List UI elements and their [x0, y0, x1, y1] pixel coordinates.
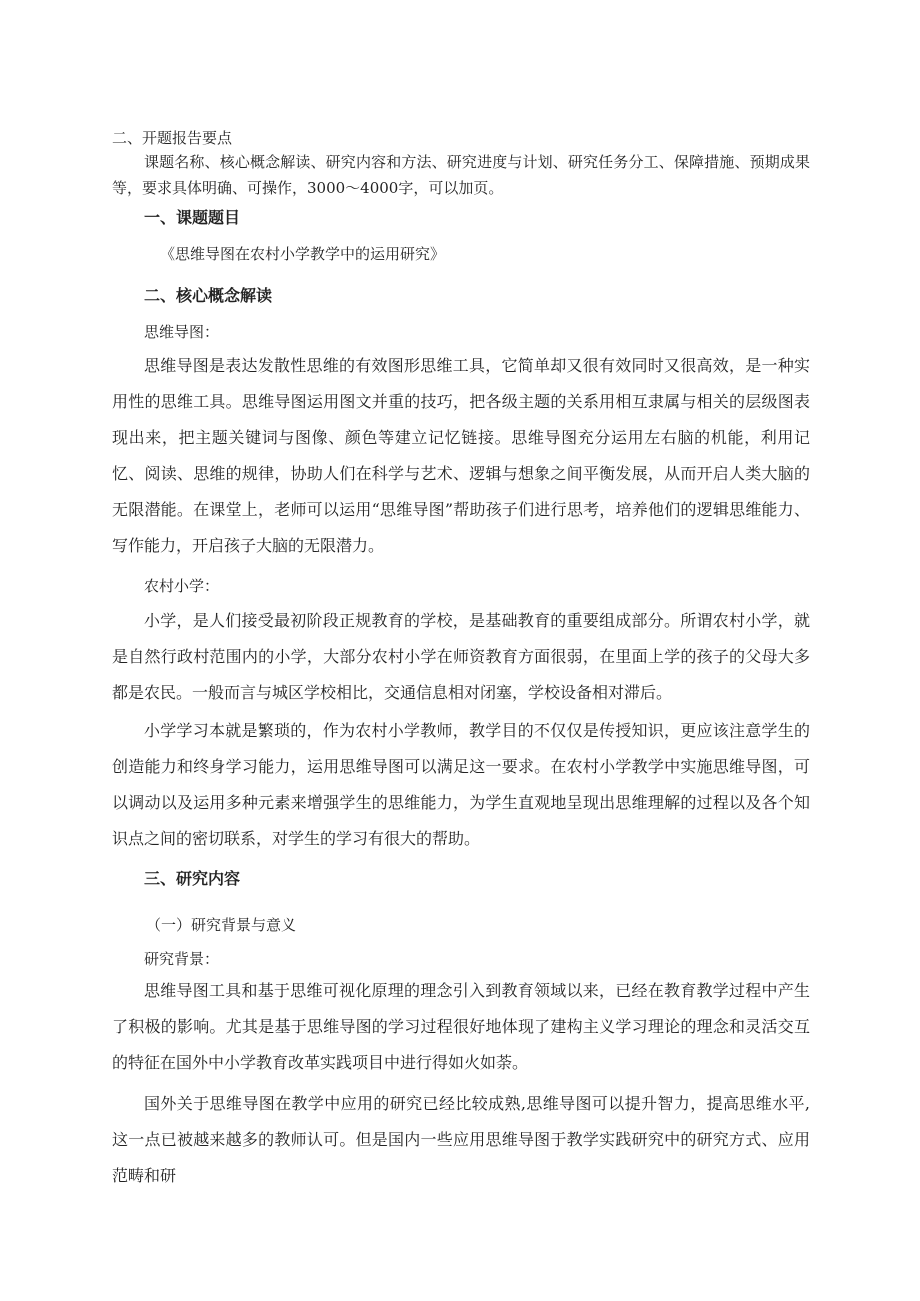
- rural-paragraph-2: 小学学习本就是繁琐的，作为农村小学教师，教学目的不仅仅是传授知识，更应该注意学生的创造能力和终身学习能力，运用思维导图可以满足这一要求。在农村小学教学中实施思维导图，可以调动以及运用多种元素来增强学生的思维能力，为学生直观地呈现出思维理解的过程以及各个知识点之间的密切联系，对学生的学习有很大的帮助。: [112, 721, 810, 848]
- background-paragraph-1: 思维导图工具和基于思维可视化原理的理念引入到教育领域以来，已经在教育教学过程中产生了积极的影响。尤其是基于思维导图的学习过程很好地体现了建构主义学习理论的理念和灵活交互的特征在国外中小学教育改革实践项目中进行得如火如荼。: [112, 981, 810, 1072]
- topic-heading: 一、课题题目: [144, 208, 241, 227]
- intro-paragraph: 课题名称、核心概念解读、研究内容和方法、研究进度与计划、研究任务分工、保障措施、预期成果等，要求具体明确、可操作，3000～4000字，可以加页。: [112, 153, 810, 197]
- research-heading: 三、研究内容: [144, 869, 241, 888]
- rural-paragraph-1: 小学，是人们接受最初阶段正规教育的学校，是基础教育的重要组成部分。所谓农村小学，就是自然行政村范围内的小学，大部分农村小学在师资教育方面很弱，在里面上学的孩子的父母大多都是农民。一般而言与城区学校相比，交通信息相对闭塞，学校设备相对滞后。: [112, 611, 810, 702]
- section-label: 二、开题报告要点: [112, 129, 233, 147]
- background-label: 研究背景：: [144, 950, 220, 968]
- topic-title: 《思维导图在农村小学教学中的运用研究》: [160, 245, 446, 263]
- mindmap-label: 思维导图：: [144, 323, 220, 341]
- research-subheading: （一）研究背景与意义: [146, 916, 297, 934]
- rural-label: 农村小学：: [144, 577, 220, 595]
- concepts-heading: 二、核心概念解读: [144, 286, 273, 305]
- mindmap-paragraph: 思维导图是表达发散性思维的有效图形思维工具，它简单却又很有效同时又很高效，是一种实用性的思维工具。思维导图运用图文并重的技巧，把各级主题的关系用相互隶属与相关的层级图表现出来，把主题关键词与图像、颜色等建立记忆链接。思维导图充分运用左右脑的机能，利用记忆、阅读、思维的规律，协助人们在科学与艺术、逻辑与想象之间平衡发展，从而开启人类大脑的无限潜能。在课堂上，老师可以运用“思维导图”帮助孩子们进行思考，培养他们的逻辑思维能力、写作能力，开启孩子大脑的无限潜力。: [112, 356, 810, 555]
- background-paragraph-2: 国外关于思维导图在教学中应用的研究已经比较成熟,思维导图可以提升智力，提高思维水平,这一点已被越来越多的教师认可。但是国内一些应用思维导图于教学实践研究中的研究方式、应用范畴和研: [112, 1094, 810, 1185]
